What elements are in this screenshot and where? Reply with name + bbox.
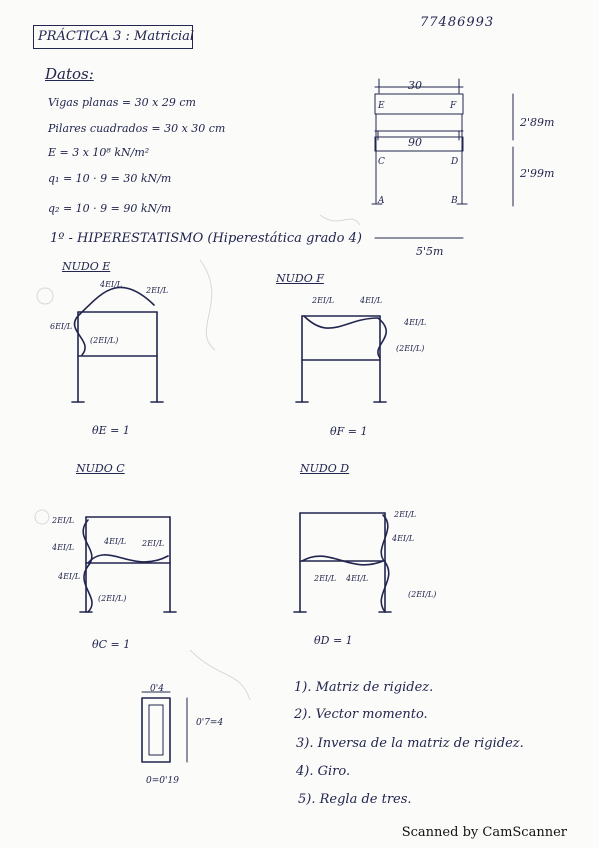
section-top-label: 0'4 xyxy=(150,684,164,694)
upper-beam xyxy=(375,94,463,114)
nudo-d-frame xyxy=(294,513,391,612)
datos-heading: Datos: xyxy=(45,65,94,83)
top-load-label: 30 xyxy=(408,79,422,92)
step-item: 5). Regla de tres. xyxy=(298,792,412,807)
node-label-e: E xyxy=(378,101,385,111)
nudo-e-frame xyxy=(72,287,163,402)
nudo-d-moment-label: 2EI/L xyxy=(394,510,417,519)
step-item: 3). Inversa de la matriz de rigidez. xyxy=(296,736,524,751)
section-sketch xyxy=(142,692,187,762)
nudo-c-moment-label: (2EI/L) xyxy=(98,594,127,603)
nudo-d-moment-label: 4EI/L xyxy=(346,574,369,583)
nudo-c-moment-label: 4EI/L xyxy=(104,537,127,546)
nudo-c-title: NUDO C xyxy=(76,462,125,475)
nudo-f-theta: θF = 1 xyxy=(330,425,368,438)
nudo-e-title: NUDO E xyxy=(62,260,111,273)
nudo-e-moment-label: (2EI/L) xyxy=(90,336,119,345)
faint-scribble xyxy=(190,650,250,700)
nudo-c-moment-label: 2EI/L xyxy=(52,516,75,525)
student-id: 77486993 xyxy=(420,15,495,30)
nudo-f-title: NUDO F xyxy=(276,272,324,285)
middle-beam xyxy=(375,137,463,151)
deformed-beam xyxy=(88,555,168,563)
node-label-c: C xyxy=(378,157,385,167)
lower-height-label: 2'99m xyxy=(520,167,555,180)
nudo-e-moment-label: 4EI/L xyxy=(100,280,123,289)
nudo-e-moment-label: 2EI/L xyxy=(146,286,169,295)
mid-load-label: 90 xyxy=(408,136,422,149)
page-title: PRÁCTICA 3 : Matricial xyxy=(38,29,195,44)
nudo-f-moment-label: 4EI/L xyxy=(360,296,383,305)
nudo-c-moment-label: 4EI/L xyxy=(58,572,81,581)
step-item: 4). Giro. xyxy=(296,764,351,779)
nudo-c-moment-label: 2EI/L xyxy=(142,539,165,548)
faint-scribble xyxy=(320,215,360,225)
nudo-f-moment-label: 4EI/L xyxy=(404,318,427,327)
step-item: 1). Matriz de rigidez. xyxy=(294,680,434,695)
datos-item: Vigas planas = 30 x 29 cm xyxy=(48,96,196,109)
nudo-d-moment-label: 4EI/L xyxy=(392,534,415,543)
deformed-beam xyxy=(304,316,378,328)
upper-height-label: 2'89m xyxy=(520,116,555,129)
deformed-beam xyxy=(80,287,154,314)
deformed-column xyxy=(83,520,92,612)
nudo-d-moment-label: (2EI/L) xyxy=(408,590,437,599)
datos-item: Pilares cuadrados = 30 x 30 cm xyxy=(48,122,226,135)
deformed-column xyxy=(378,318,386,358)
nudo-f-frame xyxy=(296,316,386,402)
node-label-f: F xyxy=(450,101,457,111)
section-side-label: 0'7=4 xyxy=(196,718,224,728)
nudo-d-moment-label: 2EI/L xyxy=(314,574,337,583)
nudo-c-theta: θC = 1 xyxy=(92,638,131,651)
nudo-c-frame xyxy=(80,517,176,612)
datos-item: E = 3 x 10⁸ kN/m² xyxy=(48,146,150,159)
faint-circle xyxy=(35,510,49,524)
nudo-d-title: NUDO D xyxy=(300,462,350,475)
frame-diagram xyxy=(372,79,513,238)
step-item: 2). Vector momento. xyxy=(294,707,428,722)
datos-item: q₂ = 10 · 9 = 90 kN/m xyxy=(48,202,172,215)
scanner-footer: Scanned by CamScanner xyxy=(401,825,567,840)
nudo-f-moment-label: 2EI/L xyxy=(312,296,335,305)
deformed-column xyxy=(74,314,85,355)
node-label-a: A xyxy=(378,196,385,206)
faint-scribble xyxy=(200,260,215,350)
nudo-d-theta: θD = 1 xyxy=(314,634,353,647)
nudo-e-moment-label: 6EI/L xyxy=(50,322,73,331)
nudo-c-moment-label: 4EI/L xyxy=(52,543,75,552)
nudo-e-theta: θE = 1 xyxy=(92,424,130,437)
section-bottom-label: 0=0'19 xyxy=(146,776,179,786)
span-label: 5'5m xyxy=(416,245,444,258)
hiperestatismo-note: 1º - HIPERESTATISMO (Hiperestática grado 4) xyxy=(50,231,362,246)
faint-circle xyxy=(37,288,53,304)
datos-item: q₁ = 10 · 9 = 30 kN/m xyxy=(48,172,172,185)
node-label-b: B xyxy=(451,196,458,206)
nudo-f-moment-label: (2EI/L) xyxy=(396,344,425,353)
node-label-d: D xyxy=(451,157,459,167)
